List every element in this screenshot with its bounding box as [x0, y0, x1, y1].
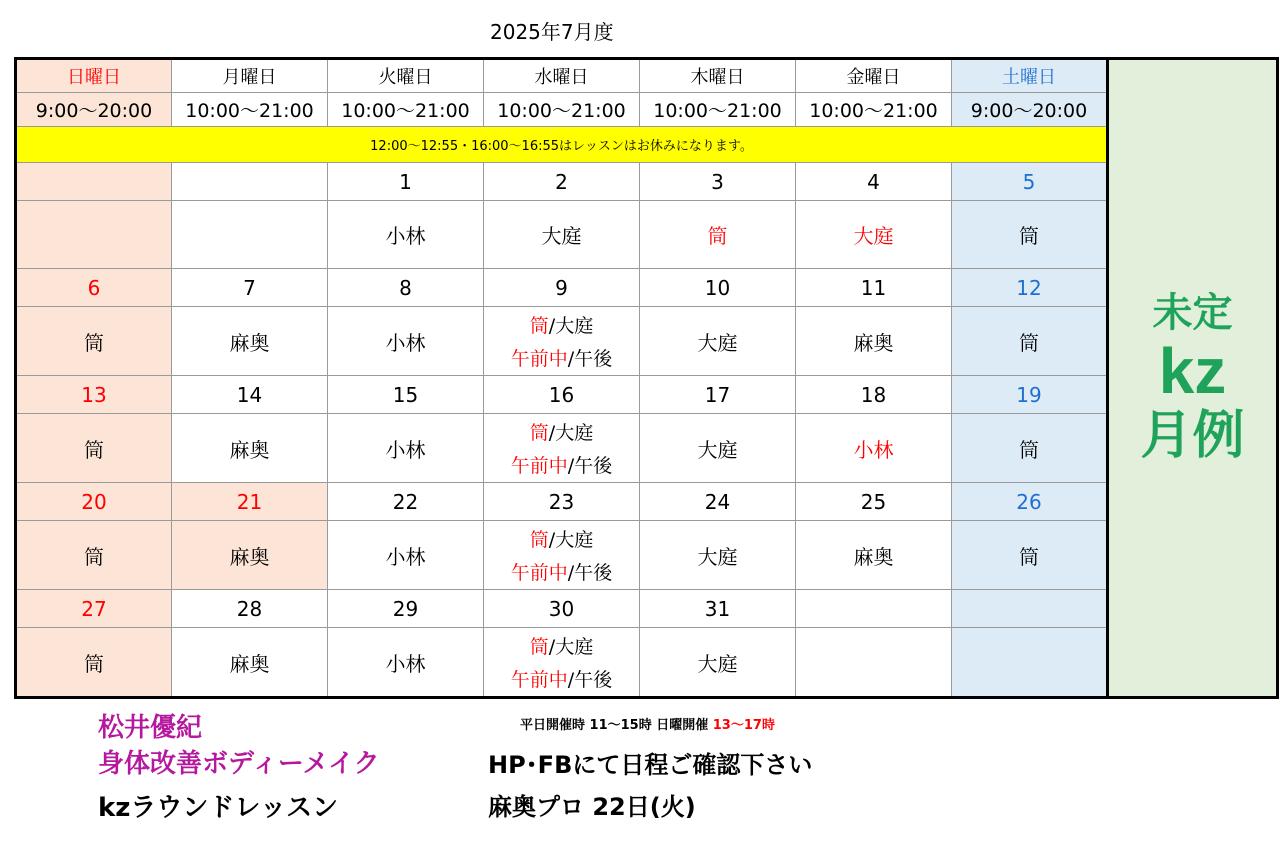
- coach-cell: 大庭: [484, 201, 640, 269]
- coach-cell: 小林: [328, 628, 484, 698]
- date-cell: [796, 590, 952, 628]
- coach-cell-split: [484, 628, 640, 698]
- hours-fri: 10:00～21:00: [796, 93, 952, 127]
- date-cell: 5: [952, 163, 1108, 201]
- coach-row: [16, 201, 1278, 269]
- date-cell: [952, 590, 1108, 628]
- coach-cell: 大庭: [640, 307, 796, 376]
- date-cell: 8: [328, 269, 484, 307]
- coach-cell: 小林: [328, 201, 484, 269]
- split-sep: /: [548, 422, 556, 444]
- date-cell: 2: [484, 163, 640, 201]
- split-sep: /: [567, 455, 575, 477]
- weekday-thu: 木曜日: [640, 59, 796, 93]
- hours-sun: 9:00～20:00: [16, 93, 172, 127]
- date-row: [16, 376, 1278, 414]
- coach-cell-split: [484, 307, 640, 376]
- hours-mon: 10:00～21:00: [172, 93, 328, 127]
- coach-cell: [172, 201, 328, 269]
- split-b: 大庭: [555, 636, 594, 658]
- date-row: [16, 483, 1278, 521]
- coach-cell: 筒: [16, 414, 172, 483]
- side-kz: kz: [1158, 335, 1227, 408]
- weekday-wed: 水曜日: [484, 59, 640, 93]
- hours-tue: 10:00～21:00: [328, 93, 484, 127]
- split-b: 大庭: [555, 315, 594, 337]
- date-cell: 14: [172, 376, 328, 414]
- split-sep: /: [567, 562, 575, 584]
- coach-cell: 筒: [952, 414, 1108, 483]
- schedule-prefix: 平日開催時 11～15時 日曜開催: [520, 718, 713, 733]
- split-a: 筒: [529, 529, 549, 551]
- date-cell: 4: [796, 163, 952, 201]
- date-cell: 13: [16, 376, 172, 414]
- instructor-name: 松井優紀: [98, 713, 203, 743]
- date-cell: 9: [484, 269, 640, 307]
- hp-fb-note: HP･FBにて日程ご確認下さい: [488, 751, 813, 779]
- date-row: [16, 269, 1278, 307]
- date-row: [16, 163, 1278, 201]
- coach-cell: 筒: [16, 521, 172, 590]
- coach-cell: 麻奥: [172, 628, 328, 698]
- split-a: 筒: [529, 315, 549, 337]
- split-sep: /: [567, 348, 575, 370]
- hours-row: [16, 93, 1278, 127]
- coach-cell: 筒: [16, 307, 172, 376]
- weekday-tue: 火曜日: [328, 59, 484, 93]
- coach-cell: 小林: [328, 414, 484, 483]
- date-cell: 24: [640, 483, 796, 521]
- coach-cell: 麻奥: [172, 521, 328, 590]
- date-cell: 1: [328, 163, 484, 201]
- coach-cell: 筒: [952, 201, 1108, 269]
- split-c: 午前中: [510, 348, 568, 370]
- coach-cell: 小林: [328, 521, 484, 590]
- coach-cell: 麻奥: [172, 307, 328, 376]
- side-panel: [1108, 59, 1278, 698]
- date-cell: 22: [328, 483, 484, 521]
- coach-cell-split: [484, 521, 640, 590]
- split-a: 筒: [529, 422, 549, 444]
- coach-cell-split: [484, 414, 640, 483]
- date-row: [16, 590, 1278, 628]
- coach-cell: 大庭: [640, 414, 796, 483]
- split-a: 筒: [529, 636, 549, 658]
- date-cell: 29: [328, 590, 484, 628]
- coach-cell: [796, 628, 952, 698]
- coach-row: [16, 628, 1278, 698]
- date-cell: 20: [16, 483, 172, 521]
- date-cell: 25: [796, 483, 952, 521]
- date-cell: [172, 163, 328, 201]
- coach-cell: 麻奥: [796, 521, 952, 590]
- date-cell: 23: [484, 483, 640, 521]
- split-c: 午前中: [510, 455, 568, 477]
- split-b: 大庭: [555, 529, 594, 551]
- side-undecided: 未定: [1152, 290, 1233, 337]
- split-c: 午前中: [510, 562, 568, 584]
- date-cell: 6: [16, 269, 172, 307]
- service-bodymake: 身体改善ボディーメイク: [98, 749, 380, 779]
- coach-row: [16, 307, 1278, 376]
- hours-sat: 9:00～20:00: [952, 93, 1108, 127]
- coach-cell: [952, 628, 1108, 698]
- date-cell: 11: [796, 269, 952, 307]
- page-title: 2025年7月度: [490, 20, 614, 44]
- date-cell: 28: [172, 590, 328, 628]
- date-cell: 15: [328, 376, 484, 414]
- date-cell: 30: [484, 590, 640, 628]
- coach-row: [16, 414, 1278, 483]
- split-d: 午後: [574, 455, 613, 477]
- calendar-table: [14, 57, 1279, 699]
- split-d: 午後: [574, 348, 613, 370]
- coach-row: [16, 521, 1278, 590]
- date-cell: [16, 163, 172, 201]
- coach-cell: 小林: [796, 414, 952, 483]
- date-cell: 10: [640, 269, 796, 307]
- weekday-sun: 日曜日: [16, 59, 172, 93]
- coach-cell: [16, 201, 172, 269]
- split-b: 大庭: [555, 422, 594, 444]
- coach-cell: 筒: [16, 628, 172, 698]
- date-cell: 27: [16, 590, 172, 628]
- hours-wed: 10:00～21:00: [484, 93, 640, 127]
- coach-cell: 小林: [328, 307, 484, 376]
- coach-cell: 大庭: [796, 201, 952, 269]
- date-cell: 17: [640, 376, 796, 414]
- date-cell: 19: [952, 376, 1108, 414]
- weekday-mon: 月曜日: [172, 59, 328, 93]
- weekday-fri: 金曜日: [796, 59, 952, 93]
- coach-cell: 大庭: [640, 628, 796, 698]
- date-cell: 18: [796, 376, 952, 414]
- split-d: 午後: [574, 669, 613, 691]
- coach-cell: 大庭: [640, 521, 796, 590]
- date-cell: 12: [952, 269, 1108, 307]
- coach-cell: 筒: [640, 201, 796, 269]
- pro-date-note: 麻奥プロ 22日(火): [488, 793, 696, 821]
- schedule-sunday: 13～17時: [712, 718, 775, 733]
- coach-cell: 麻奥: [796, 307, 952, 376]
- coach-cell: 筒: [952, 307, 1108, 376]
- split-sep: /: [548, 529, 556, 551]
- weekday-header-row: [16, 59, 1278, 93]
- schedule-note: [520, 714, 775, 733]
- date-cell: 7: [172, 269, 328, 307]
- split-sep: /: [548, 315, 556, 337]
- split-d: 午後: [574, 562, 613, 584]
- split-sep: /: [548, 636, 556, 658]
- date-cell: 21: [172, 483, 328, 521]
- date-cell: 16: [484, 376, 640, 414]
- date-cell: 31: [640, 590, 796, 628]
- coach-cell: 筒: [952, 521, 1108, 590]
- date-cell: 3: [640, 163, 796, 201]
- hours-thu: 10:00～21:00: [640, 93, 796, 127]
- date-cell: 26: [952, 483, 1108, 521]
- coach-cell: 麻奥: [172, 414, 328, 483]
- split-c: 午前中: [510, 669, 568, 691]
- weekday-sat: 土曜日: [952, 59, 1108, 93]
- side-monthly: 月例: [1140, 406, 1245, 467]
- split-sep: /: [567, 669, 575, 691]
- service-round-lesson: kzラウンドレッスン: [98, 793, 339, 823]
- break-notice: 12:00～12:55・16:00～16:55はレッスンはお休みになります。: [16, 127, 1108, 163]
